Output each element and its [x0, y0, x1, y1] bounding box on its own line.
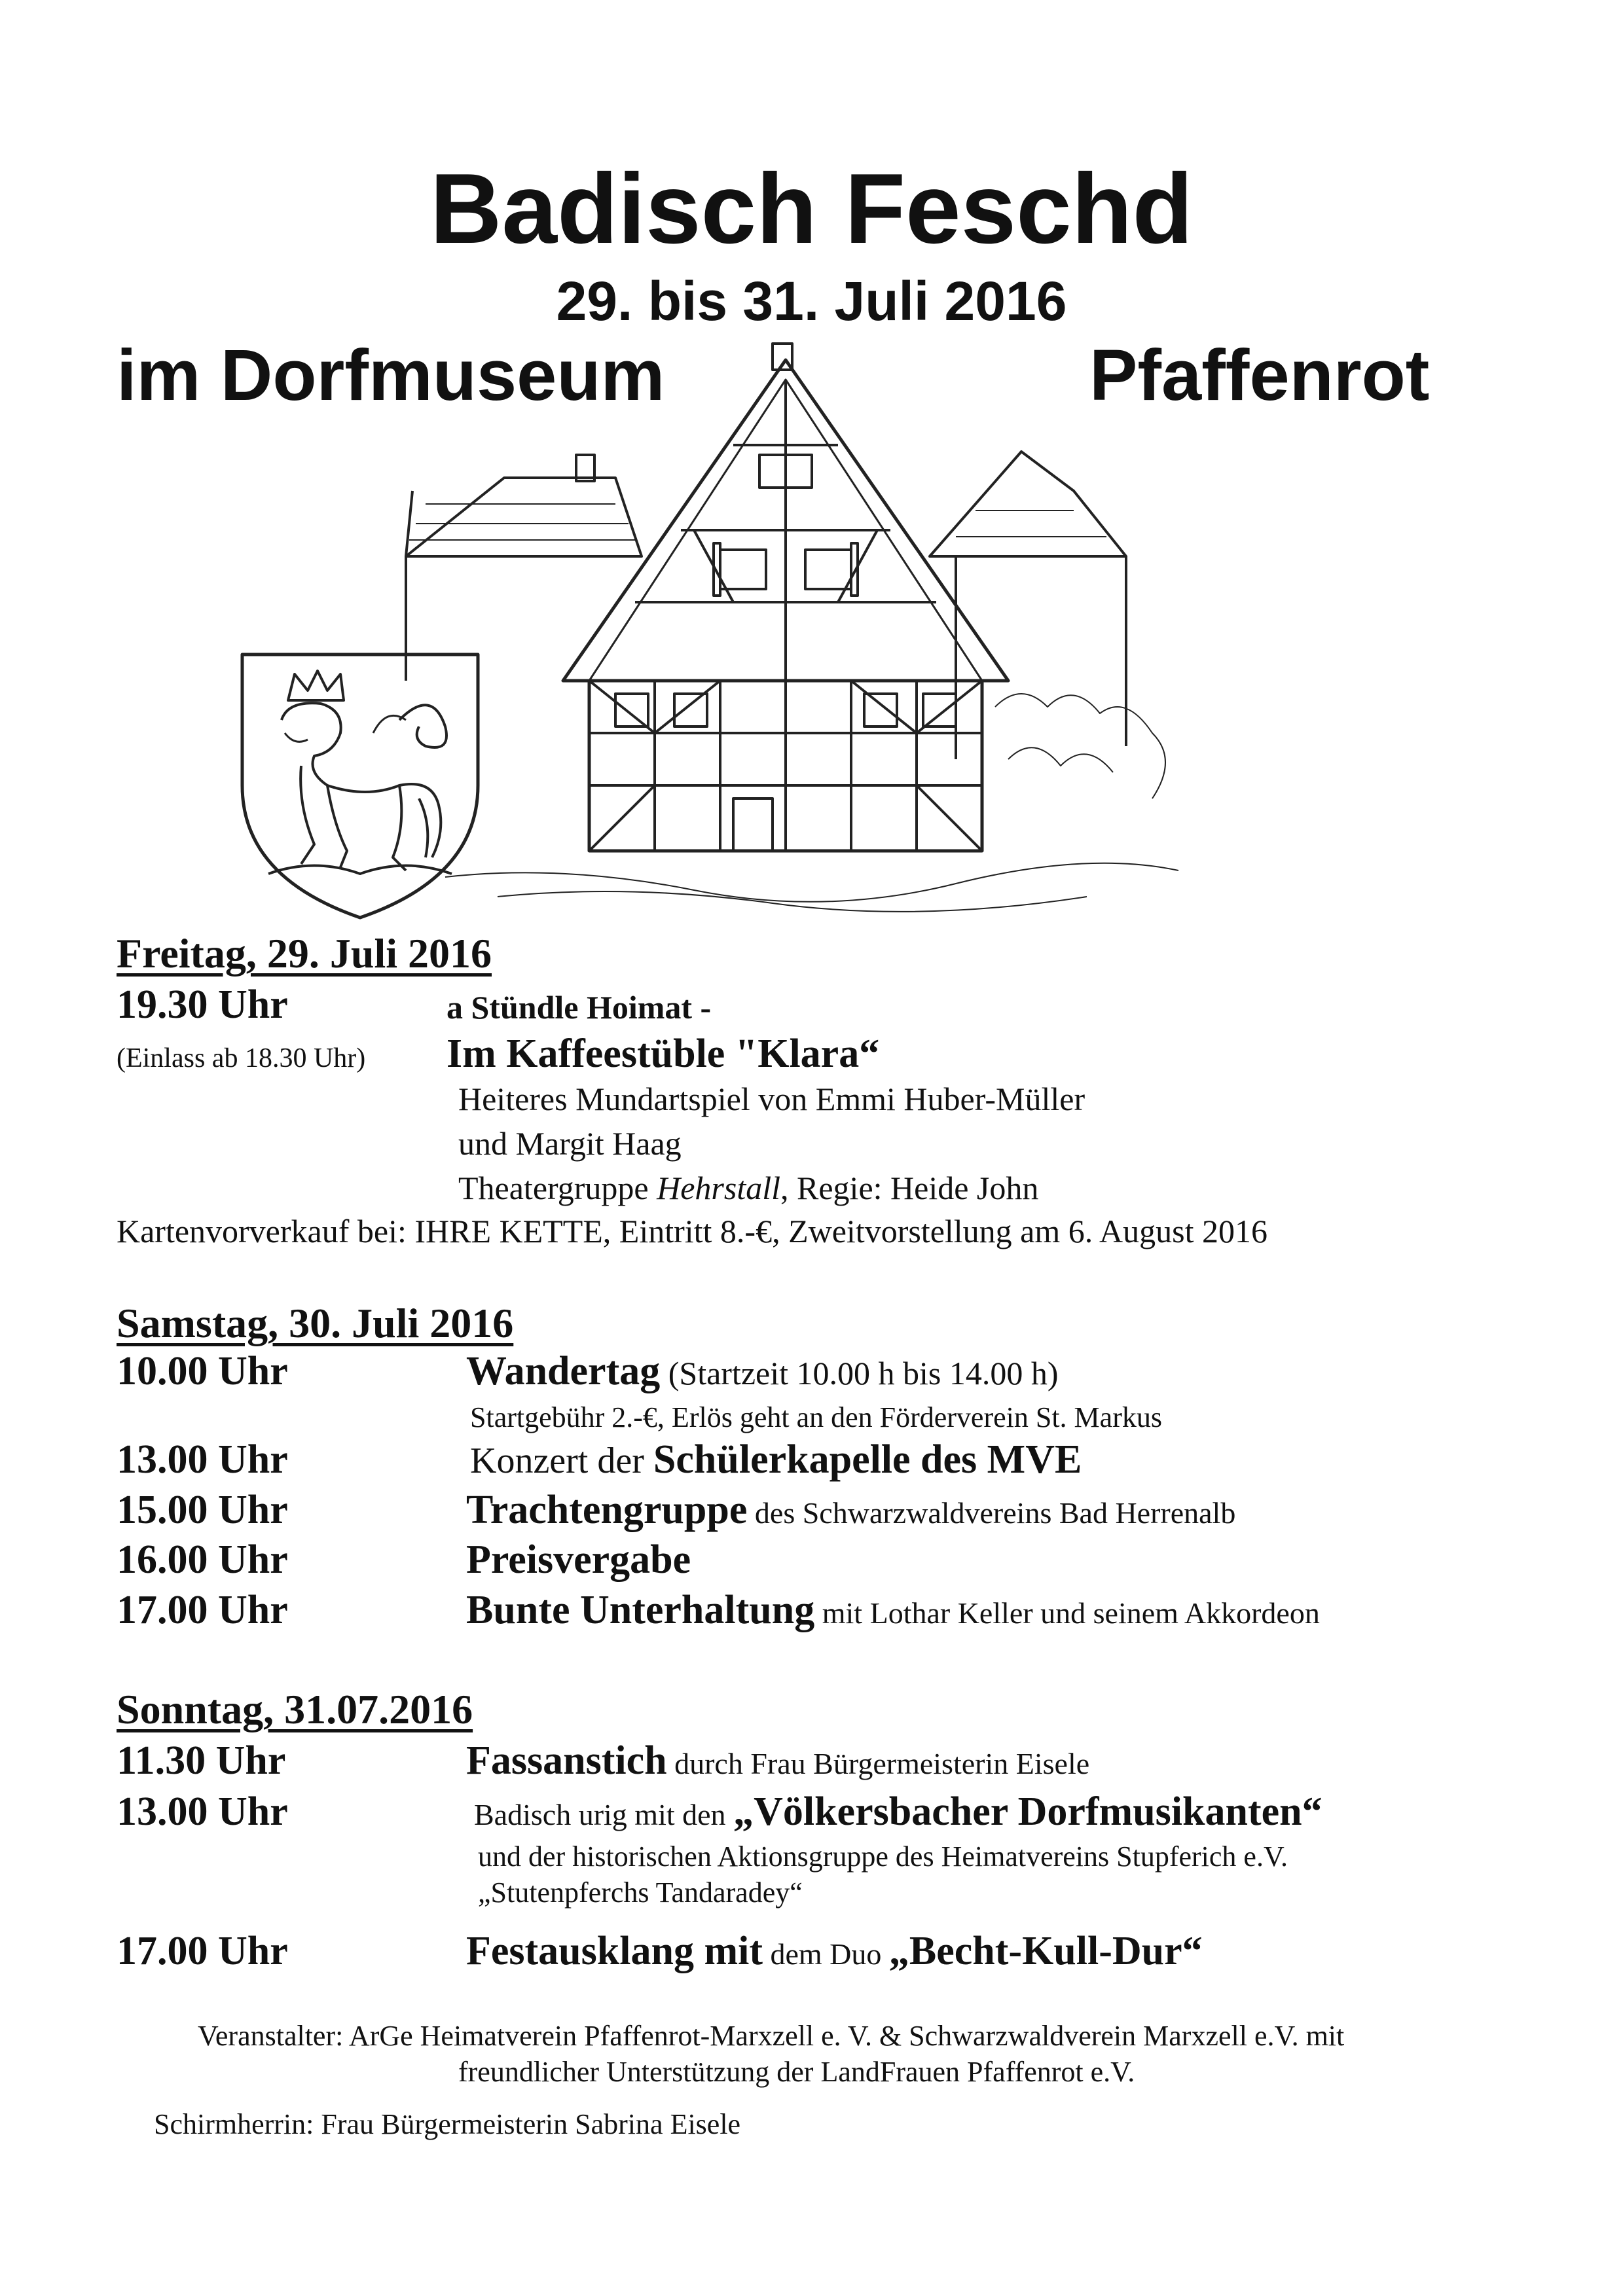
saturday-event-1-detail: (Startzeit 10.00 h bis 14.00 h): [660, 1355, 1059, 1391]
saturday-event-2: [470, 1437, 1082, 1483]
saturday-event-1-title: Wandertag: [466, 1349, 661, 1393]
theatre-group-director: , Regie: Heide John: [780, 1170, 1039, 1206]
saturday-event-5: [466, 1587, 1320, 1634]
saturday-event-4-title: Preisvergabe: [466, 1537, 691, 1582]
sunday-event-1-detail: durch Frau Bürgermeisterin Eisele: [666, 1747, 1090, 1780]
saturday-time-5: 17.00 Uhr: [117, 1588, 288, 1632]
sunday-heading: Sonntag, 31.07.2016: [117, 1686, 473, 1732]
theatre-group-name: Hehrstall: [657, 1170, 781, 1206]
sunday-event-1-title: Fassanstich: [466, 1738, 667, 1783]
saturday-event-1-note: Startgebühr 2.-€, Erlös geht an den Förderverein St. Markus: [470, 1401, 1162, 1433]
friday-tickets: Kartenvorverkauf bei: IHRE KETTE, Eintritt 8.-€, Zweitvorstellung am 6. August 2016: [117, 1213, 1267, 1249]
sunday-event-2-prefix: Badisch urig mit den: [474, 1798, 734, 1831]
saturday-event-5-detail: mit Lothar Keller und seinem Akkordeon: [814, 1596, 1320, 1630]
friday-description-line2: und Margit Haag: [458, 1125, 682, 1162]
friday-title-line2: Im Kaffeestüble "Klara“: [447, 1031, 880, 1076]
sunday-event-3-detail: dem Duo: [762, 1937, 889, 1971]
sunday-event-1: [466, 1738, 1089, 1784]
saturday-event-2-title: Schülerkapelle des MVE: [653, 1437, 1082, 1482]
saturday-event-5-title: Bunte Unterhaltung: [466, 1588, 815, 1632]
friday-title-line1: a Stündle Hoimat -: [447, 989, 712, 1026]
sunday-event-3-title: Festausklang mit: [466, 1929, 763, 1973]
sunday-time-1: 11.30 Uhr: [117, 1738, 286, 1783]
patron: Schirmherrin: Frau Bürgermeisterin Sabrina Eisele: [154, 2108, 741, 2140]
sunday-event-2-note: und der historischen Aktionsgruppe des Heimatvereins Stupferich e.V.: [478, 1840, 1288, 1873]
sunday-time-3: 17.00 Uhr: [117, 1929, 288, 1973]
coat-of-arms-lion-icon: [236, 648, 484, 923]
sunday-event-2-group: „Stutenpferchs Tandaradey“: [478, 1876, 803, 1909]
friday-description-line3: [458, 1169, 1038, 1207]
sunday-event-2: [474, 1789, 1322, 1835]
saturday-event-3: [466, 1487, 1235, 1534]
poster-title: Badisch Feschd: [429, 153, 1194, 264]
saturday-event-2-prefix: Konzert der: [470, 1441, 653, 1481]
friday-description-line1: Heiteres Mundartspiel von Emmi Huber-Müller: [458, 1081, 1085, 1117]
saturday-time-4: 16.00 Uhr: [117, 1537, 288, 1582]
sunday-event-3: [466, 1928, 1203, 1975]
location-right: Pfaffenrot: [1089, 335, 1430, 416]
friday-time: 19.30 Uhr: [117, 982, 288, 1027]
sunday-event-2-title: „Völkersbacher Dorfmusikanten“: [733, 1789, 1322, 1834]
friday-entry-note: (Einlass ab 18.30 Uhr): [117, 1043, 366, 1073]
friday-heading: Freitag, 29. Juli 2016: [117, 930, 492, 977]
saturday-event-1: [466, 1348, 1059, 1395]
event-dates: 29. bis 31. Juli 2016: [556, 270, 1067, 332]
organizer-line1: Veranstalter: ArGe Heimatverein Pfaffenrot-Marxzell e. V. & Schwarzwaldverein Marxzell e.V. mit: [198, 2020, 1345, 2052]
sunday-time-2: 13.00 Uhr: [117, 1789, 288, 1834]
sunday-event-3-band: „Becht-Kull-Dur“: [888, 1929, 1203, 1973]
saturday-event-4: [466, 1537, 691, 1583]
location-left: im Dorfmuseum: [117, 335, 665, 416]
half-timbered-house-illustration: [367, 340, 1205, 916]
saturday-time-3: 15.00 Uhr: [117, 1488, 288, 1532]
saturday-event-3-title: Trachtengruppe: [466, 1488, 748, 1532]
theatre-group-prefix: Theatergruppe: [458, 1170, 657, 1206]
saturday-heading: Samstag, 30. Juli 2016: [117, 1300, 514, 1346]
saturday-time-2: 13.00 Uhr: [117, 1437, 288, 1482]
saturday-event-3-detail: des Schwarzwaldvereins Bad Herrenalb: [747, 1496, 1236, 1530]
saturday-time-1: 10.00 Uhr: [117, 1349, 288, 1393]
organizer-line2: freundlicher Unterstützung der LandFrauen Pfaffenrot e.V.: [458, 2056, 1135, 2088]
